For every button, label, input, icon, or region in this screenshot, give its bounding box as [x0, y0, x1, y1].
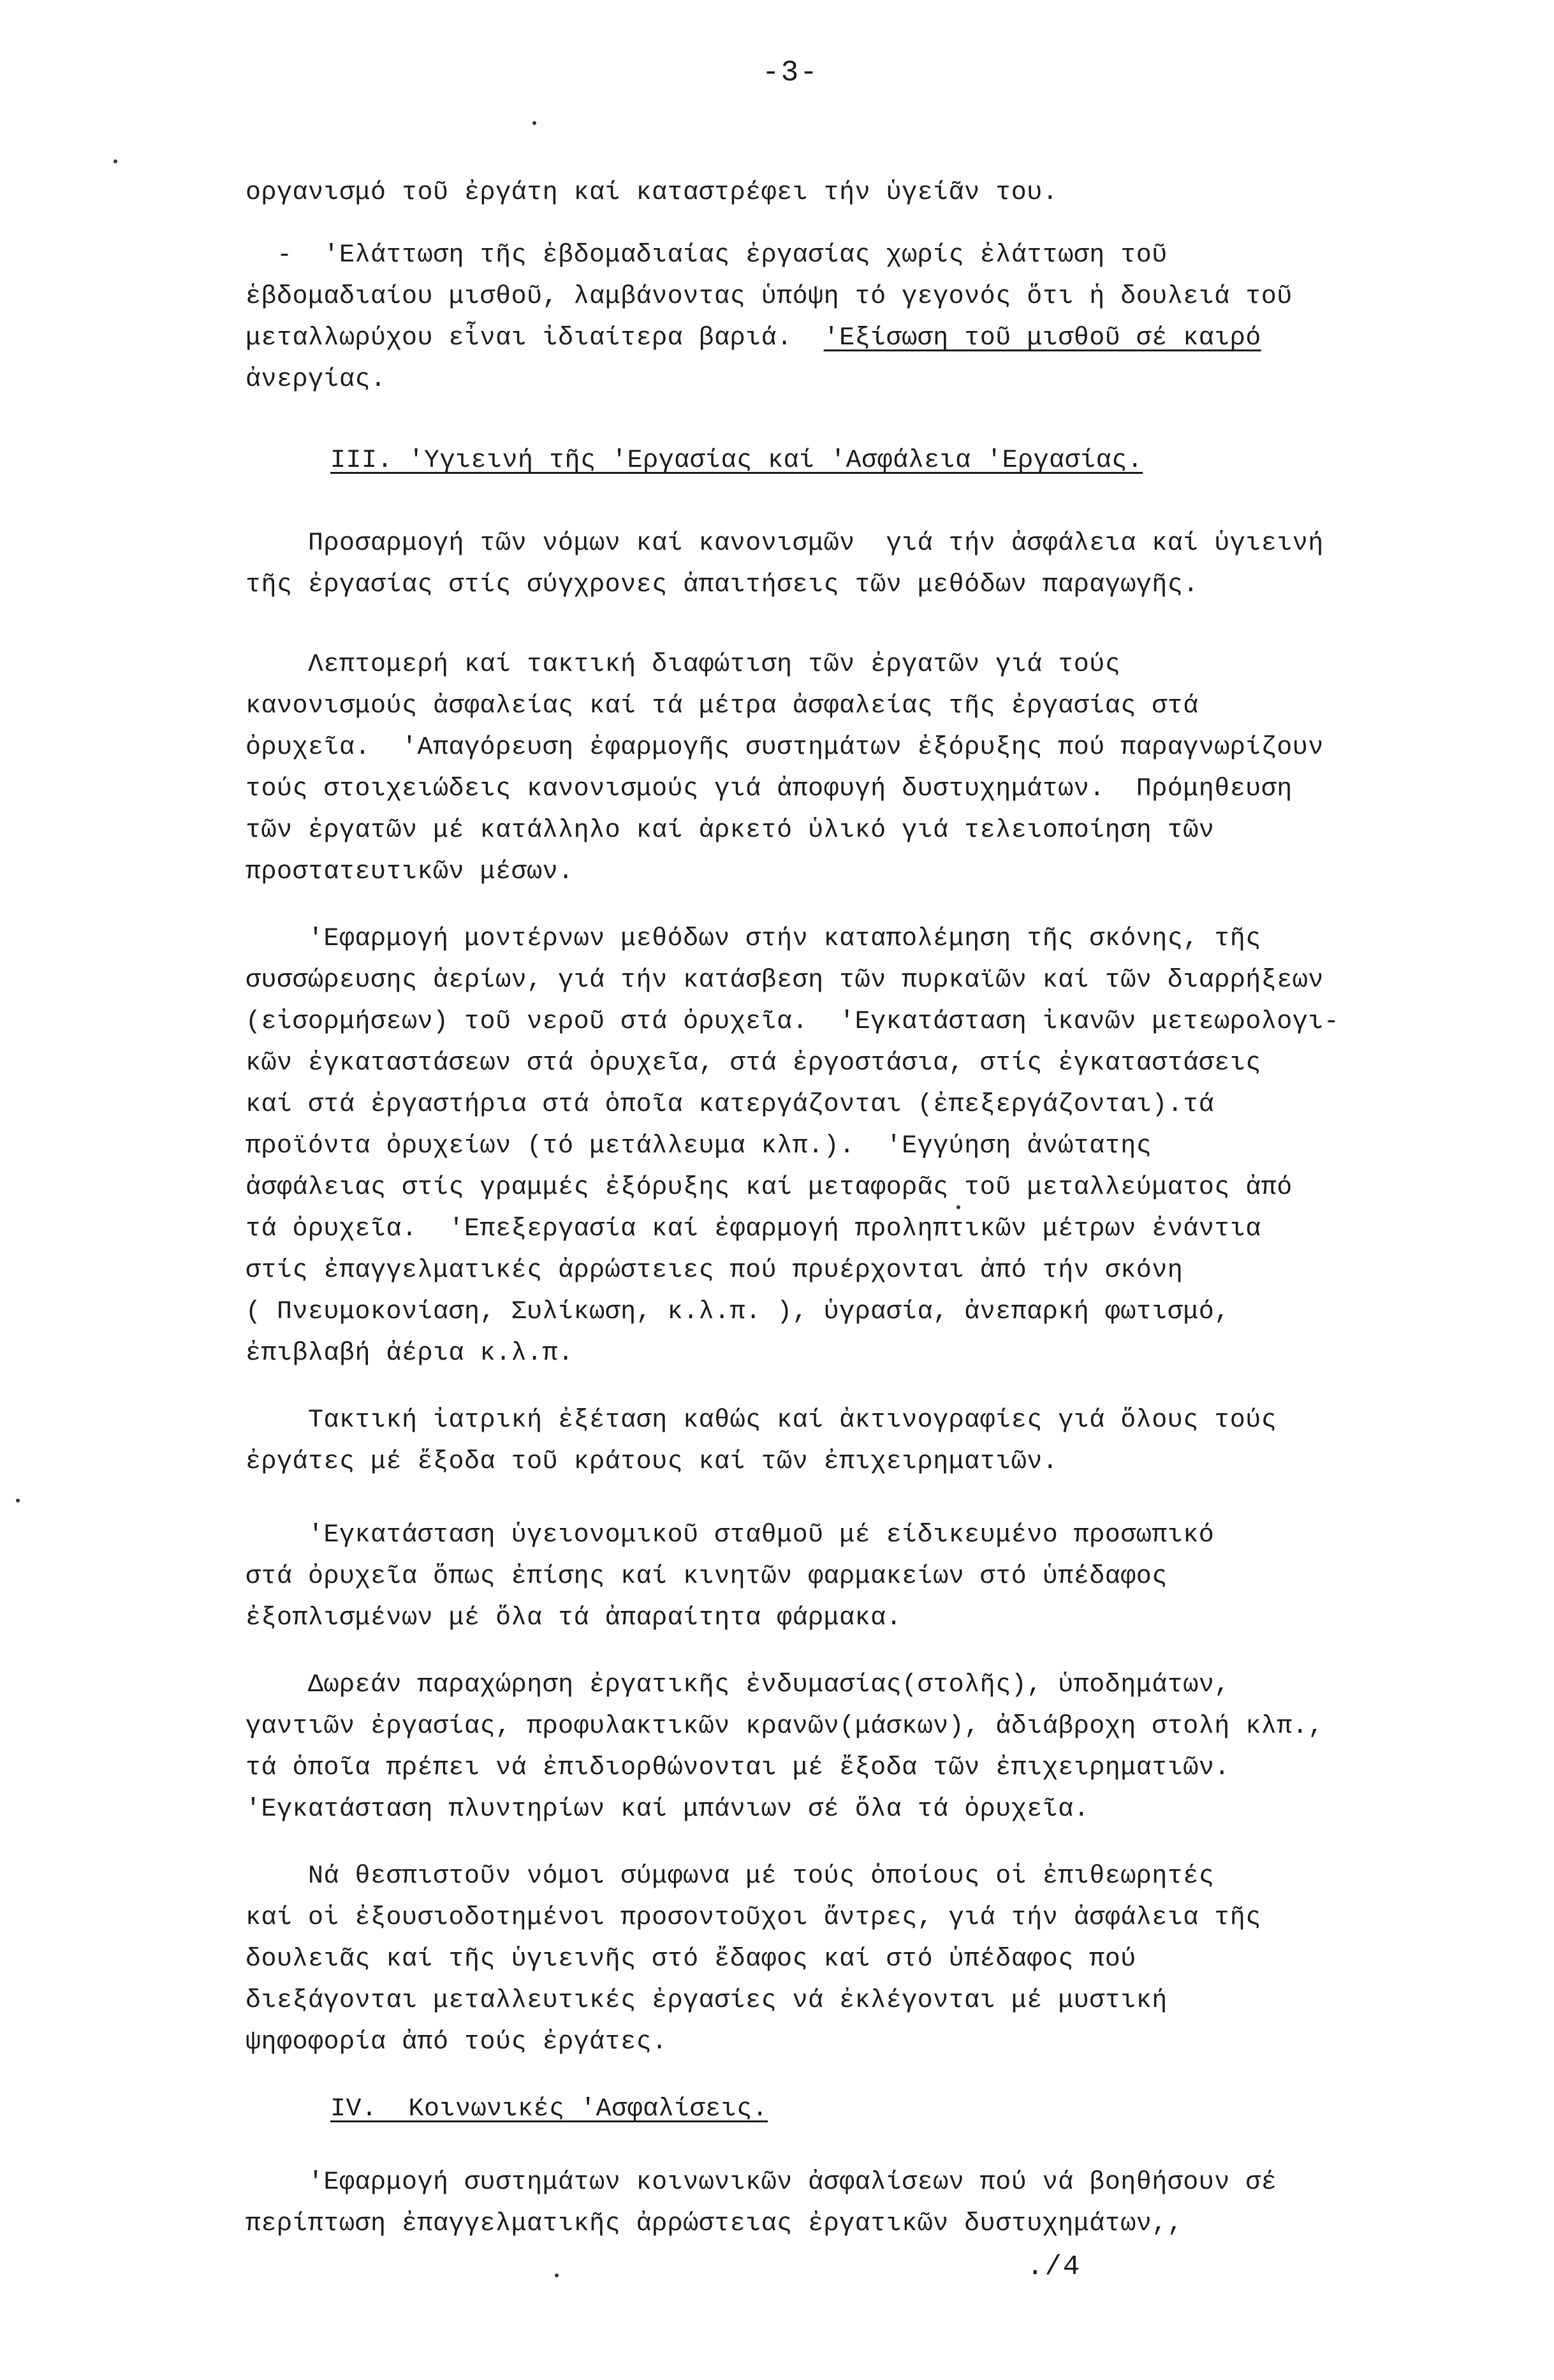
- scan-speck: [114, 159, 117, 163]
- section-heading-iii: III. 'Υγιεινή τῆς 'Εργασίας καί 'Ασφάλεια 'Εργασίας.: [330, 446, 1143, 475]
- paragraph-wage-line-1: - 'Ελάττωση τῆς ἑβδομαδιαίας ἐργασίας χωρίς ἐλάττωση τοῦ: [246, 241, 1168, 270]
- paragraph-2-line-3: ὀρυχεῖα. 'Απαγόρευση ἐφαρμογῆς συστημάτων ἐξόρυξης πού παραγνωρίζουν: [246, 733, 1324, 762]
- paragraph-3-line-5: καί στά ἐργαστήρια στά ὁποῖα κατεργάζονται (ἐπεξεργάζονται).τά: [246, 1091, 1215, 1119]
- paragraph-7-line-2: καί οἱ ἐξουσιοδοτημένοι προσοντοῦχοι ἄντρες, γιά τήν ἀσφάλεια τῆς: [246, 1904, 1261, 1932]
- scan-speck: [532, 121, 536, 125]
- paragraph-wage-line-2: ἑβδομαδιαίου μισθοῦ, λαμβάνοντας ὑπόψη τό γεγονός ὅτι ἡ δουλειά τοῦ: [246, 283, 1293, 311]
- paragraph-3-line-11: ἐπιβλαβή ἀέρια κ.λ.π.: [246, 1339, 574, 1368]
- scan-speck: [16, 1499, 20, 1502]
- scan-speck: [957, 1205, 960, 1209]
- paragraph-8-line-1: 'Εφαρμογή συστημάτων κοινωνικῶν ἀσφαλίσεων πού νά βοηθήσουν σέ: [246, 2168, 1277, 2197]
- paragraph-wage-line-3: [246, 318, 1457, 359]
- paragraph-3-line-3: (εἰσορμήσεων) τοῦ νεροῦ στά ὀρυχεῖα. 'Εγκατάσταση ἰκανῶν μετεωρολογι-: [246, 1008, 1340, 1036]
- paragraph-1-line-1: Προσαρμογή τῶν νόμων καί κανονισμῶν γιά τήν ἀσφάλεια καί ὑγιεινή: [246, 529, 1324, 558]
- intro-line: οργανισμό τοῦ ἐργάτη καί καταστρέφει τήν ὑγείᾶν του.: [246, 179, 1059, 207]
- section-heading-iv: IV. Κοινωνικές 'Ασφαλίσεις.: [330, 2095, 768, 2124]
- paragraph-3-line-2: συσσώρευσης ἀερίων, γιά τήν κατάσβεση τῶν πυρκαϊῶν καί τῶν διαρρήξεων: [246, 966, 1324, 995]
- paragraph-2-line-4: τούς στοιχειώδεις κανονισμούς γιά ἀποφυγή δυστυχημάτων. Πρόμηθευση: [246, 775, 1293, 804]
- paragraph-4-line-2: ἐργάτες μέ ἔξοδα τοῦ κράτους καί τῶν ἐπιχειρηματιῶν.: [246, 1448, 1059, 1476]
- paragraph-7-line-3: δουλειᾶς καί τῆς ὑγιεινῆς στό ἔδαφος καί στό ὑπέδαφος πού: [246, 1945, 1136, 1974]
- paragraph-2-line-5: τῶν ἐργατῶν μέ κατάλληλο καί ἀρκετό ὑλικό γιά τελειοποίηση τῶν: [246, 816, 1215, 845]
- paragraph-wage-line-4: ἀνεργίας.: [246, 365, 386, 394]
- continuation-mark: ./4: [1027, 2251, 1081, 2283]
- paragraph-2-line-1: Λεπτομερή καί τακτική διαφώτιση τῶν ἐργατῶν γιά τούς: [246, 650, 1121, 679]
- paragraph-3-line-6: προϊόντα ὀρυχείων (τό μετάλλευμα κλπ.). 'Εγγύηση ἀνώτατης: [246, 1132, 1152, 1161]
- paragraph-4-line-1: Τακτική ἰατρική ἐξέταση καθώς καί ἀκτινογραφίες γιά ὅλους τούς: [246, 1406, 1277, 1435]
- paragraph-1-line-2: τῆς ἐργασίας στίς σύγχρονες ἀπαιτήσεις τῶν μεθόδων παραγωγῆς.: [246, 571, 1199, 599]
- paragraph-6-line-1: Δωρεάν παραχώρηση ἐργατικῆς ἐνδυμασίας(στολῆς), ὑποδημάτων,: [246, 1671, 1230, 1700]
- paragraph-7-line-5: ψηφοφορία ἀπό τούς ἐργάτες.: [246, 2028, 668, 2057]
- paragraph-5-line-2: στά ὀρυχεῖα ὅπως ἐπίσης καί κινητῶν φαρμακείων στό ὑπέδαφος: [246, 1562, 1168, 1591]
- paragraph-7-line-1: Νά θεσπιστοῦν νόμοι σύμφωνα μέ τούς ὁποίους οἱ ἐπιθεωρητές: [246, 1862, 1215, 1891]
- paragraph-6-line-3: τά ὁποῖα πρέπει νά ἐπιδιορθώνονται μέ ἔξοδα τῶν ἐπιχειρηματιῶν.: [246, 1754, 1230, 1782]
- paragraph-6-line-4: 'Εγκατάσταση πλυντηρίων καί μπάνιων σέ ὅλα τά ὀρυχεῖα.: [246, 1795, 1090, 1824]
- paragraph-8-line-2: περίπτωση ἐπαγγελματικῆς ἀρρώστειας ἐργατικῶν δυστυχημάτων,,: [246, 2210, 1184, 2238]
- paragraph-7-line-4: διεξάγονται μεταλλευτικές ἐργασίες νά ἐκλέγονται μέ μυστική: [246, 1987, 1168, 2015]
- paragraph-2-line-6: προστατευτικῶν μέσων.: [246, 858, 574, 886]
- paragraph-3-line-8: τά ὀρυχεῖα. 'Επεξεργασία καί ἐφαρμογή προληπτικῶν μέτρων ἐνάντια: [246, 1215, 1261, 1244]
- scan-speck: [555, 2273, 559, 2277]
- paragraph-5-line-1: 'Εγκατάσταση ὑγειονομικοῦ σταθμοῦ μέ είδικευμένο προσωπικό: [246, 1521, 1215, 1550]
- paragraph-3-line-1: 'Εφαρμογή μοντέρνων μεθόδων στήν καταπολέμηση τῆς σκόνης, τῆς: [246, 925, 1261, 953]
- paragraph-5-line-3: ἐξοπλισμένων μέ ὅλα τά ἀπαραίτητα φάρμακα.: [246, 1604, 902, 1633]
- paragraph-3-line-9: στίς ἐπαγγελματικές ἀρρώστειες πού πρυέρχονται ἀπό τήν σκόνη: [246, 1256, 1184, 1285]
- text-span: μεταλλωρύχου εἶναι ἰδιαίτερα βαριά.: [246, 324, 824, 353]
- paragraph-2-line-2: κανονισμούς ἀσφαλείας καί τά μέτρα ἀσφαλείας τῆς ἐργασίας στά: [246, 692, 1199, 721]
- paragraph-3-line-10: ( Πνευμοκονίαση, Συλίκωση, κ.λ.π. ), ὑγρασία, ἀνεπαρκή φωτισμό,: [246, 1298, 1230, 1326]
- paragraph-3-line-7: ἀσφάλειας στίς γραμμές ἐξόρυξης καί μεταφορᾶς τοῦ μεταλλεύματος ἀπό: [246, 1173, 1293, 1202]
- paragraph-6-line-2: γαντιῶν ἐργασίας, προφυλακτικῶν κρανῶν(μάσκων), ἀδιάβροχη στολή κλπ.,: [246, 1712, 1324, 1741]
- paragraph-3-line-4: κῶν ἐγκαταστάσεων στά ὀρυχεῖα, στά ἐργοστάσια, στίς ἐγκαταστάσεις: [246, 1049, 1261, 1078]
- underlined-phrase: 'Εξίσωση τοῦ μισθοῦ σέ καιρό: [823, 324, 1261, 353]
- page-number: -3-: [762, 56, 819, 89]
